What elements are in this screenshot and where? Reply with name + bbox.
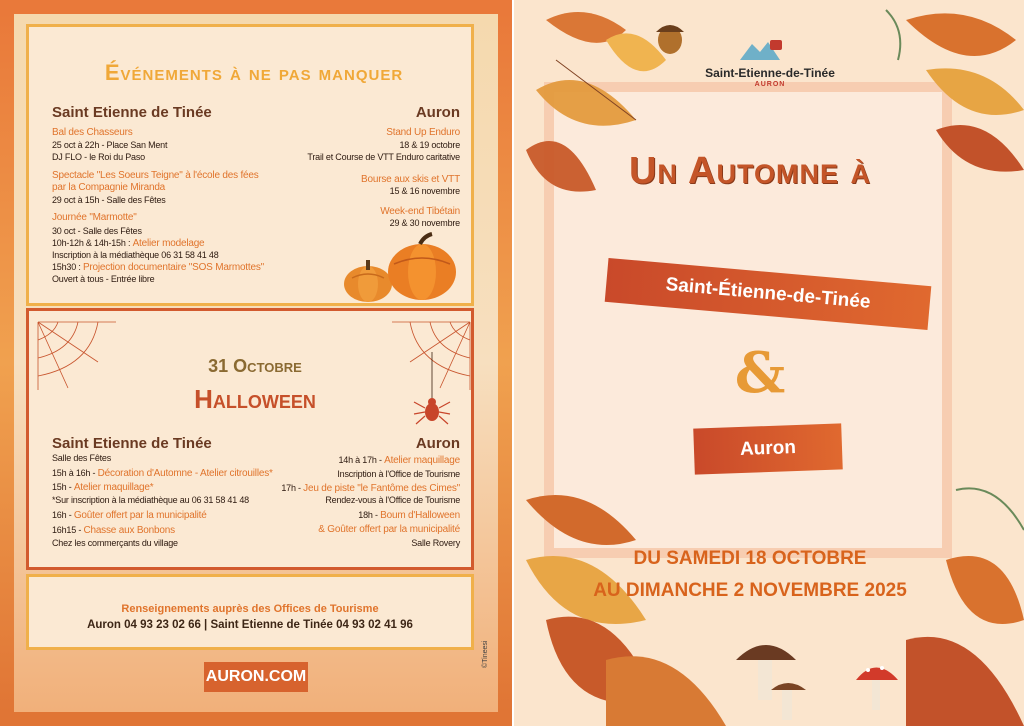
event-name: par la Compagnie Miranda [52,182,166,193]
auron-column-title: Auron [415,104,460,121]
halloween-date: 31 Octobre [208,356,302,376]
events-title: Événements à ne pas manquer [104,60,404,85]
h-detail [52,468,273,479]
h-time: 16h - [52,510,74,520]
event-detail: 29 & 30 novembre [389,218,460,228]
info-title: Renseignements auprès des Offices de Tourisme [121,603,379,615]
ste-column-title: Saint Etienne de Tinée [52,104,212,121]
event-name: Stand Up Enduro [386,127,460,138]
h-activity: Chasse aux Bonbons [83,525,175,536]
pumpkin-large-icon [388,234,456,300]
mushroom-icon [856,666,898,710]
h-time: 14h à 17h - [338,455,385,465]
h-auron-column-title: Auron [415,435,460,452]
pumpkin-small-icon [344,260,392,302]
h-detail [270,455,460,466]
h-activity: Boum d'Halloween [380,510,460,521]
h-detail: Chez les commerçants du village [52,538,178,548]
event-name: Bal des Chasseurs [52,127,133,138]
h-detail [52,510,207,521]
event-detail: 25 oct à 22h - Place San Ment [52,140,168,150]
h-detail: *Sur inscription à la médiathèque au 06 31 58 41 48 [52,495,249,505]
h-detail: Inscription à l'Office de Tourisme [337,469,460,479]
event-detail: 18 & 19 octobre [399,140,460,150]
event-name: Bourse aux skis et VTT [361,174,460,185]
dates-line-2: AU DIMANCHE 2 NOVEMBRE 2025 [593,580,907,601]
mushroom-icon [736,645,806,720]
logo-title: Saint-Etienne-de-Tinée [705,66,835,80]
h-time: 15h - [52,482,74,492]
event-detail: Ouvert à tous - Entrée libre [52,274,155,284]
photo-credit: ©Tineesi [482,640,489,668]
h-time: 17h - [281,483,304,493]
h-activity: Jeu de piste "le Fantôme des Cimes" [303,483,460,494]
leaf-icon [906,488,1024,726]
cover-title: Un Automne à [628,150,872,192]
event-name: Journée "Marmotte" [52,212,137,223]
h-detail: Rendez-vous à l'Office de Tourisme [325,495,460,505]
event-detail [52,238,204,249]
event-detail: 15 & 16 novembre [389,186,460,196]
cobweb-right-icon [392,322,472,432]
event-time: 15h30 : [52,262,83,272]
h-activity: & Goûter offert par la municipalité [318,524,460,535]
logo-subtitle: AURON [754,81,786,88]
event-detail: Trail et Course de VTT Enduro caritative [307,152,460,162]
spider-icon [414,398,450,424]
acorn-icon [656,25,684,54]
auron-website-link[interactable]: AURON.COM [204,662,308,692]
event-time: 10h-12h & 14h-15h : [52,238,133,248]
info-phones: Auron 04 93 23 02 66 | Saint Etienne de Tinée 04 93 02 41 96 [87,619,413,631]
h-time: 16h15 - [52,525,84,535]
event-name: Week-end Tibétain [380,206,460,217]
h-detail [52,525,175,536]
h-detail: Salle des Fêtes [52,453,112,463]
leaf-icon [526,495,726,726]
cobweb-left-icon [38,322,118,392]
event-detail: 30 oct - Salle des Fêtes [52,226,142,236]
h-detail [52,482,153,493]
ampersand: & [734,340,786,406]
event-activity: Projection documentaire "SOS Marmottes" [82,262,264,273]
halloween-title: Halloween [194,384,316,414]
pumpkins-illustration [342,234,462,304]
h-activity: Atelier maquillage [384,455,460,466]
logo-mountain-icon [740,38,790,62]
h-activity: Goûter offert par la municipalité [73,510,207,521]
ste-banner: Saint-Étienne-de-Tinée [605,258,932,330]
h-detail [250,483,460,494]
h-detail: Salle Rovery [411,538,460,548]
event-detail: Inscription à la médiathèque 06 31 58 41 48 [52,250,219,260]
h-time: 18h - [358,510,381,520]
event-detail [52,262,264,273]
auron-banner: Auron [693,423,843,474]
event-detail: 29 oct à 15h - Salle des Fêtes [52,195,166,205]
h-time: 15h à 16h - [52,468,98,478]
leaf-icon [886,10,1024,172]
h-activity: Décoration d'Automne - Atelier citrouilles* [97,468,273,479]
h-ste-column-title: Saint Etienne de Tinée [52,435,212,452]
dates-line-1: DU SAMEDI 18 OCTOBRE [633,548,867,569]
h-detail [270,510,460,521]
event-detail: DJ FLO - le Roi du Paso [52,152,145,162]
event-activity: Atelier modelage [132,238,205,249]
h-activity: Atelier maquillage* [73,482,154,493]
event-name: Spectacle "Les Soeurs Teigne" à l'école des fées [52,170,259,181]
